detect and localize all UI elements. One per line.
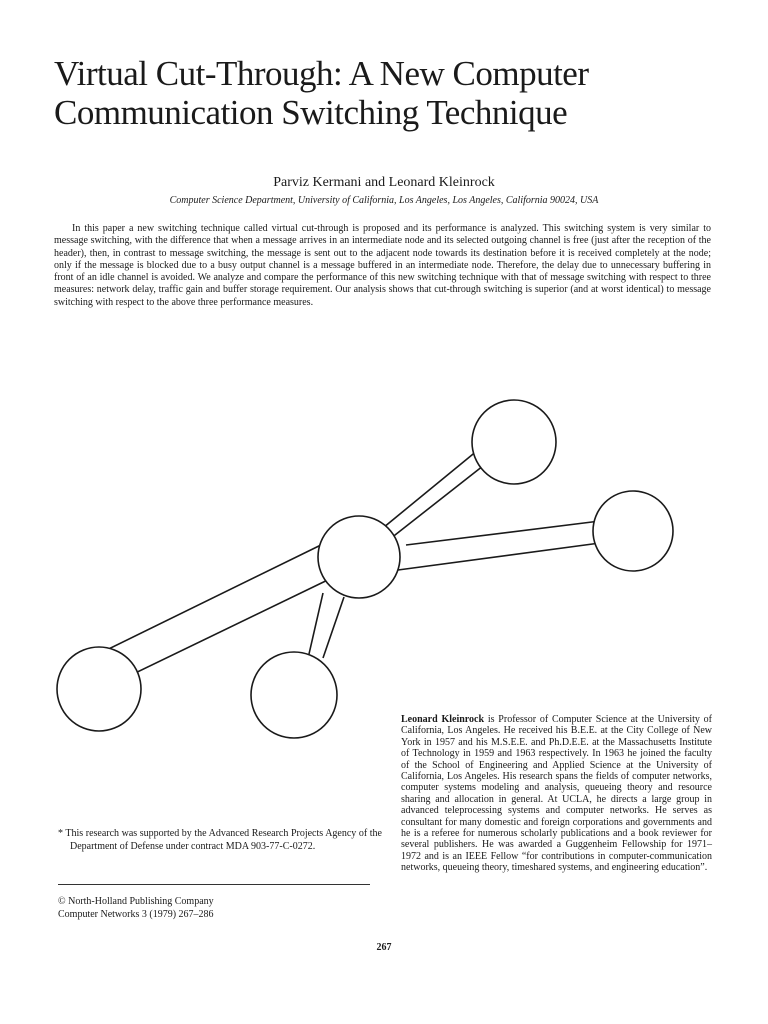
footnote-divider [58, 884, 370, 885]
network-diagram [0, 395, 768, 740]
node-circle [251, 652, 337, 738]
title-line-1: Virtual Cut-Through: A New Computer [54, 54, 589, 93]
journal-citation: Computer Networks 3 (1979) 267–286 [58, 909, 214, 920]
channel-line [398, 543, 600, 570]
bio-text: is Professor of Computer Science at the University of California, Los Angeles. He received his B.E.E. at the City College of New York in 1957 and his M.S.E.E. and Ph.D.E.E. at the Massachusetts Institute of Technology in 1959 and 1963 respectively. In 1963 he joined the faculty of the School of Engineering and Applied Science at the University of California, Los Angeles. His research spans the fields of computer networks, computer systems modeling and analysis, queueing theory and resource sharing and allocation in general. At UCLA, he directs a large group in advanced teleprocessing systems and computer networks. He serves as consultant for many domestic and foreign corporations and governments and he is a referee for numerous scholarly publications and a book reviewer for several publishers. He was awarded a Guggenheim Fellowship for 1971–1972 and is an IEEE Fellow “for contributions in computer-communication networks, queueing theory, timeshared systems, and engineering education”. [401, 714, 713, 874]
node-circle [593, 491, 673, 571]
channel-line [406, 521, 600, 545]
abstract: In this paper a new switching technique called virtual cut-through is proposed and its performance is analyzed. This switching system is very similar to message switching, with the difference that when a message arrives in an intermediate node and its selected outgoing channel is free (just after the reception of the header), then, in contrast to message switching, the message is sent out to the adjacent node towards its destination before it is received completely at the node; only if the message is blocked due to a busy output channel is a message buffered in an intermediate node. Therefore, the delay due to unnecessary buffering in front of an idle channel is avoided. We analyze and compare the performance of this new switching technique with that of message switching with respect to three measures: network delay, traffic gain and buffer storage requirement. Our analysis shows that cut-through switching is superior (and at worst identical) to message switching with respect to the above three performance measures. [54, 223, 711, 308]
channel-line [80, 543, 325, 663]
node-circle [57, 647, 141, 731]
publisher-info [58, 895, 370, 921]
author-affiliation: Computer Science Department, University of California, Los Angeles, Los Angeles, California 90024, USA [169, 195, 599, 206]
channel-line [381, 462, 488, 546]
channel-line [378, 450, 478, 532]
node-circle [318, 516, 400, 598]
funding-footnote: * This research was supported by the Advanced Research Projects Agency of the Department of Defense under contract MDA 903-77-C-0272. [58, 828, 382, 852]
channel-line [309, 593, 323, 654]
page-number: 267 [376, 942, 392, 953]
author-biography [401, 714, 712, 874]
node-circle [472, 400, 556, 484]
copyright-line: © North-Holland Publishing Company [58, 896, 214, 907]
channel-line [323, 597, 344, 658]
bio-name: Leonard Kleinrock [401, 714, 485, 725]
paper-title [54, 54, 734, 132]
author-names: Parviz Kermani and Leonard Kleinrock [273, 175, 495, 190]
title-line-2: Communication Switching Technique [54, 93, 568, 132]
